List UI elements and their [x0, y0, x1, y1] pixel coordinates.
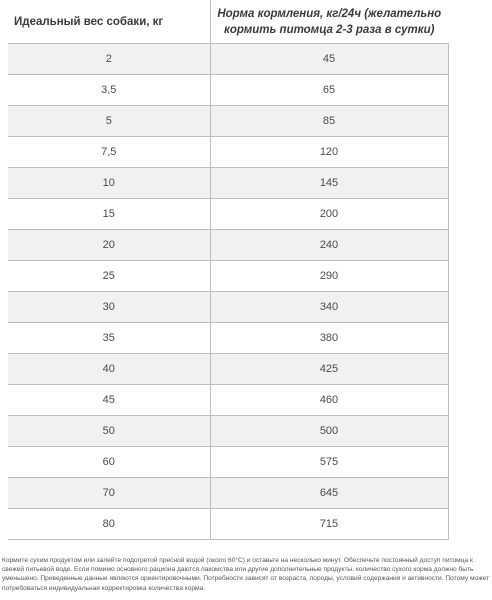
- cell-feeding-norm: 460: [210, 385, 448, 416]
- cell-feeding-norm: 120: [210, 137, 448, 168]
- feeding-footnote: Кормите сухим продуктом или залейте подогретой пресной водой (около 60°С) и оставьте на несколько минут. Обеспечьте постоянный доступ питомца к свежей питьевой воде. Если помимо основного рациона даются лакомства или другие дополнительные продукты, количество сухого корма должно быть уменьшено. Приведенные данные являются ориентировочными. Потребности зависят от возраста, породы, условий содержания и активности. Потому может потребоваться индивидуальная корректировка количества корма.: [2, 557, 490, 592]
- table-body: [8, 44, 448, 540]
- feeding-table: [8, 0, 449, 540]
- table-row: [8, 509, 448, 540]
- table-row: [8, 261, 448, 292]
- cell-feeding-norm: 340: [210, 292, 448, 323]
- table-header-row: [8, 0, 448, 44]
- table-row: [8, 168, 448, 199]
- table-row: [8, 292, 448, 323]
- cell-feeding-norm: 715: [210, 509, 448, 540]
- cell-feeding-norm: 645: [210, 478, 448, 509]
- cell-feeding-norm: 200: [210, 199, 448, 230]
- cell-dog-weight: 25: [8, 261, 210, 292]
- cell-dog-weight: 2: [8, 44, 210, 75]
- column-header-weight: Идеальный вес собаки, кг: [8, 0, 210, 44]
- cell-dog-weight: 45: [8, 385, 210, 416]
- table-row: [8, 137, 448, 168]
- cell-dog-weight: 60: [8, 447, 210, 478]
- cell-dog-weight: 40: [8, 354, 210, 385]
- cell-dog-weight: 5: [8, 106, 210, 137]
- cell-feeding-norm: 380: [210, 323, 448, 354]
- cell-feeding-norm: 425: [210, 354, 448, 385]
- cell-dog-weight: 70: [8, 478, 210, 509]
- table-row: [8, 354, 448, 385]
- table-row: [8, 199, 448, 230]
- column-header-feeding-norm: Норма кормления, кг/24ч (желательно кормить питомца 2-3 раза в сутки): [210, 0, 448, 44]
- cell-dog-weight: 3,5: [8, 75, 210, 106]
- table-row: [8, 230, 448, 261]
- cell-feeding-norm: 240: [210, 230, 448, 261]
- cell-dog-weight: 10: [8, 168, 210, 199]
- cell-feeding-norm: 500: [210, 416, 448, 447]
- cell-feeding-norm: 45: [210, 44, 448, 75]
- table-row: [8, 447, 448, 478]
- cell-dog-weight: 80: [8, 509, 210, 540]
- cell-dog-weight: 15: [8, 199, 210, 230]
- cell-feeding-norm: 85: [210, 106, 448, 137]
- table-row: [8, 478, 448, 509]
- cell-dog-weight: 7,5: [8, 137, 210, 168]
- cell-dog-weight: 35: [8, 323, 210, 354]
- table-row: [8, 416, 448, 447]
- table-row: [8, 44, 448, 75]
- cell-feeding-norm: 145: [210, 168, 448, 199]
- table-row: [8, 75, 448, 106]
- feeding-table-container: [8, 0, 448, 540]
- cell-dog-weight: 20: [8, 230, 210, 261]
- cell-feeding-norm: 575: [210, 447, 448, 478]
- cell-dog-weight: 50: [8, 416, 210, 447]
- cell-feeding-norm: 65: [210, 75, 448, 106]
- table-row: [8, 385, 448, 416]
- cell-feeding-norm: 290: [210, 261, 448, 292]
- cell-dog-weight: 30: [8, 292, 210, 323]
- table-row: [8, 323, 448, 354]
- table-row: [8, 106, 448, 137]
